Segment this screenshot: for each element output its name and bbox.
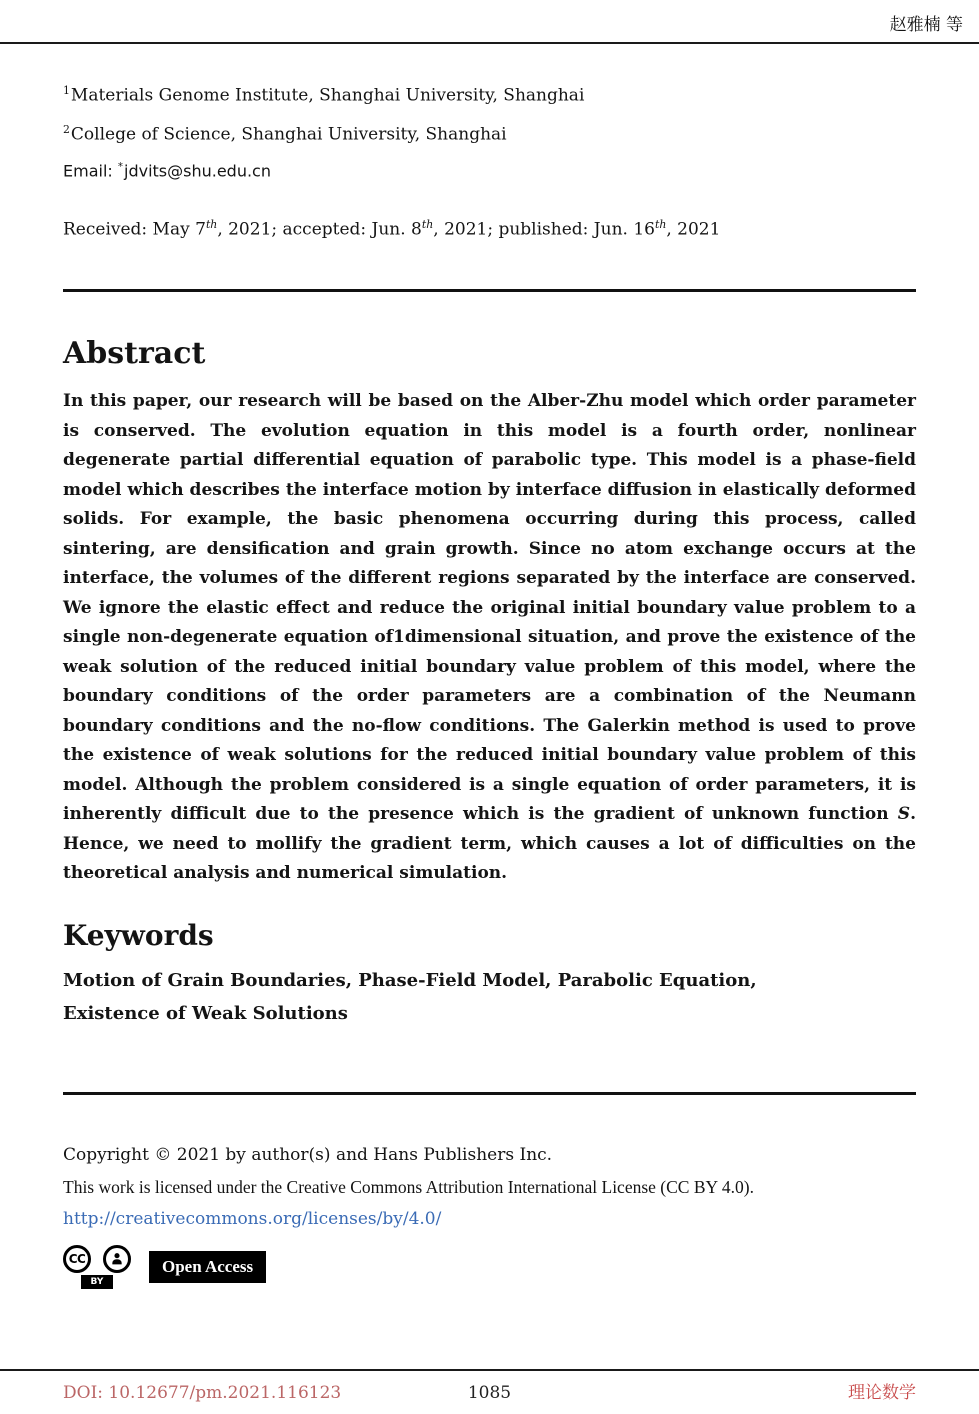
keywords-text <box>63 964 916 1030</box>
license-badges <box>63 1245 916 1289</box>
journal-name[interactable]: 理论数学 <box>847 1383 916 1403</box>
affiliation-line <box>63 113 916 152</box>
keywords-line-1: Motion of Grain Boundaries, Phase-Field Model, Parabolic Equation, <box>63 969 757 991</box>
footer-row <box>0 1371 979 1414</box>
cc-badge-icons <box>63 1245 131 1273</box>
email-address: jdvits@shu.edu.cn <box>124 161 271 181</box>
running-head <box>0 0 979 42</box>
affiliation-text: College of Science, Shanghai University, Shanghai <box>70 124 507 145</box>
dates-segment: Received: May 7 <box>63 219 206 240</box>
dates-segment: , 2021; published: Jun. 16 <box>433 219 655 240</box>
affiliation-superscript: 1 <box>63 84 70 97</box>
page-content <box>0 74 979 1289</box>
affiliation-line <box>63 74 916 113</box>
dates-segment: , 2021; accepted: Jun. 8 <box>217 219 422 240</box>
abstract-text-part1: In this paper, our research will be based on the Alber-Zhu model which order parameter is conserved. The evolution equation in this model is a fourth order, nonlinear degenerate partial differential equation of parabolic type. This model is a phase-field model which describes the interface motion by interface diffusion in elastically deformed solids. For example, the basic phenomena occurring during this process, called sintering, are densification and grain growth. Since no atom exchange occurs at the interface, the volumes of the different regions separated by the interface are conserved. We ignore the elastic effect and reduce the original initial boundary value problem to a single non-degenerate equation of1dimensional situation, and prove the existence of the weak solution of the reduced initial boundary value problem of this model, where the boundary conditions of the order parameters are a combination of the Neumann boundary conditions and the no-flow conditions. The Galerkin method is used to prove the existence of weak solutions for the reduced initial boundary value problem of this model. Although the problem considered is a single equation of order parameters, it is inherently difficult due to the presence which is the gradient of unknown function <box>63 391 916 825</box>
license-line: This work is licensed under the Creative Commons Attribution International License (CC BY 4.0). <box>63 1176 754 1197</box>
header-rule <box>0 42 979 44</box>
email-label: Email: <box>63 161 118 181</box>
copyright-block <box>63 1139 916 1235</box>
license-url-line <box>63 1203 916 1235</box>
cc-by-label: BY <box>81 1275 114 1289</box>
dates-segment: , 2021 <box>666 219 721 240</box>
ordinal-superscript: th <box>421 217 434 231</box>
abstract-text <box>63 387 916 889</box>
person-icon <box>103 1245 131 1273</box>
page-footer <box>0 1369 979 1414</box>
affiliation-superscript: 2 <box>63 122 70 136</box>
affiliations <box>63 74 916 188</box>
doi-link[interactable]: DOI: 10.12677/pm.2021.116123 <box>63 1383 342 1403</box>
cc-by-badge[interactable] <box>63 1245 131 1289</box>
ordinal-superscript: th <box>654 217 667 231</box>
affiliation-text: Materials Genome Institute, Shanghai University, Shanghai <box>70 85 585 106</box>
keywords-heading: Keywords <box>63 918 214 952</box>
section-rule-bottom <box>63 1092 916 1095</box>
copyright-line: Copyright © 2021 by author(s) and Hans Publishers Inc. <box>63 1144 553 1165</box>
abstract-heading: Abstract <box>63 336 206 372</box>
page-number: 1085 <box>467 1383 512 1403</box>
math-symbol-S: S <box>897 804 911 825</box>
open-access-badge[interactable] <box>149 1251 266 1283</box>
ordinal-superscript: th <box>205 217 218 231</box>
running-head-author: 赵雅楠 等 <box>889 15 963 35</box>
cc-icon: CC <box>63 1245 91 1273</box>
section-rule-top <box>63 289 916 292</box>
open-access-label: Open Access <box>162 1256 254 1276</box>
email-asterisk: * <box>117 161 123 174</box>
email-line <box>63 151 916 187</box>
abstract-text-part2: . Hence, we need to mollify the gradient term, which causes a lot of difficulties on the theoretical analysis and numerical simulation. <box>63 804 916 884</box>
received-dates-line <box>63 218 916 240</box>
keywords-line-2: Existence of Weak Solutions <box>63 1002 348 1024</box>
license-link[interactable]: http://creativecommons.org/licenses/by/4.0/ <box>63 1208 442 1229</box>
